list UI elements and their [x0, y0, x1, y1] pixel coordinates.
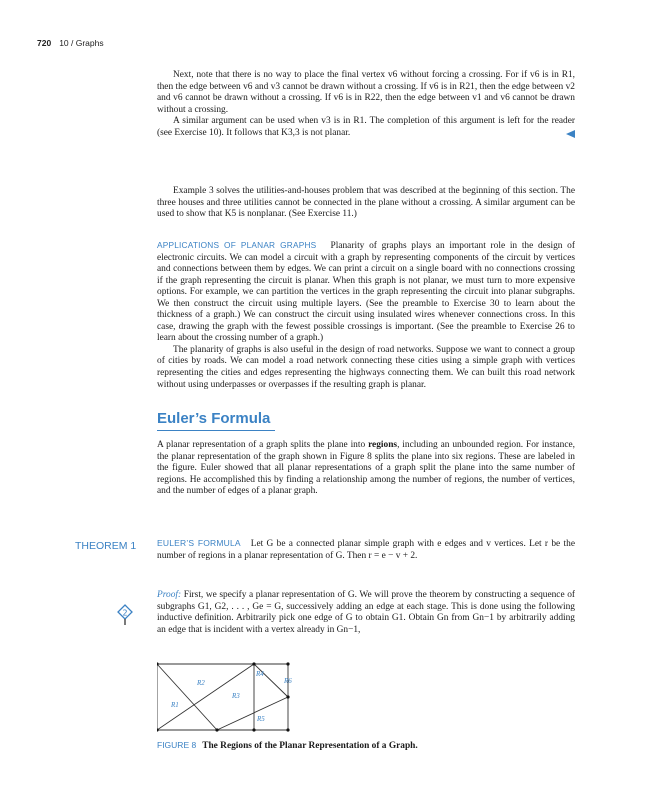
theorem-statement: EULER’S FORMULA Let G be a connected planar simple graph with e edges and v vertices. Let r be the number of regions in a planar representation of G. Then r = e − v + 2. — [157, 538, 575, 561]
region-label-r2: R2 — [197, 679, 205, 687]
vertex — [286, 662, 289, 665]
figure-caption — [157, 740, 418, 751]
region-label-r1: R1 — [171, 701, 179, 709]
vertex — [286, 728, 289, 731]
paragraph-example-3: Example 3 solves the utilities-and-houses problem that was described at the beginning of this section. The three houses and three utilities cannot be connected in the plane without a crossing. A similar argument can be used to show that K5 is nonplanar. (See Exercise 11.) — [157, 186, 575, 220]
proof-paragraph: Proof: First, we specify a planar representation of G. We will prove the theorem by constructing a sequence of subgraphs G1, G2, . . . , Ge = G, successively adding an edge at each stage. This is done using the following inductive definition. Arbitrarily pick one edge of G to obtain G1. Obtain Gn from Gn−1 by arbitrarily adding an edge that is incident with a vertex already in Gn−1, — [157, 590, 576, 635]
running-header — [37, 38, 104, 48]
intro-paragraphs — [157, 70, 575, 139]
running-title: 10 / Graphs — [59, 38, 104, 48]
vertex — [286, 695, 289, 698]
regions-paragraph-block — [157, 440, 575, 498]
page-number: 720 — [37, 38, 52, 48]
edge — [157, 664, 217, 730]
region-label-r4: R4 — [256, 670, 264, 678]
edge — [254, 664, 288, 697]
section-title: Euler’s Formula — [157, 410, 271, 427]
region-label-r6: R6 — [284, 677, 292, 685]
figure-title: The Regions of the Planar Representation of a Graph. — [202, 741, 418, 751]
applications-section — [157, 240, 575, 391]
theorem-name: EULER’S FORMULA — [157, 538, 241, 548]
paragraph-final-vertex: Next, note that there is no way to place the final vertex v6 without forcing a crossing. For if v6 is in R1, then the edge between v6 and v3 cannot be drawn without a crossing. If v6 is in R21, then the edge between v2 and v6 cannot be drawn without a crossing. If v6 is in R22, then the edge between v1 and v6 cannot be drawn without a crossing. — [157, 70, 575, 115]
paragraph-applications: APPLICATIONS OF PLANAR GRAPHS Planarity of graphs plays an important role in the design of electronic circuits. We can model a circuit with a graph by representing components of the circuit by vertices and connections between them by edges. We can print a circuit on a single board with no connections crossing if the graph representing the circuit is planar. When this graph is not planar, we must turn to more expensive options. For example, we can partition the vertices in the graph representing the circuit into planar subgraphs. We then construct the circuit using multiple layers. (See the preamble to Exercise 30 to learn about the thickness of a graph.) We can construct the circuit using insulated wires whenever connections cross. In this case, drawing the graph with the fewest possible crossings is important. (See the preamble to Exercise 26 to learn about the crossing number of a graph.) — [157, 240, 575, 344]
vertex — [252, 728, 255, 731]
applications-heading: APPLICATIONS OF PLANAR GRAPHS — [157, 240, 317, 250]
edge — [217, 697, 288, 730]
figure-8-graph — [157, 660, 317, 732]
theorem-block — [157, 538, 575, 562]
paragraph-similar-argument: A similar argument can be used when v3 is in R1. The completion of this argument is left for the reader (see Exercise 10). It follows that K3,3 is not planar. — [157, 116, 575, 138]
region-label-r3: R3 — [232, 692, 240, 700]
section-title-rule — [157, 430, 275, 431]
paragraph-regions: A planar representation of a graph splits the plane into regions, including an unbounded region. For instance, the planar representation of the graph shown in Figure 8 splits the plane into six regions. These are labeled in the figure. Euler showed that all planar representations of a graph split the plane into the same number of regions. He accomplished this by finding a relationship among the number of regions, the number of vertices, and the number of edges of a planar graph. — [157, 440, 575, 497]
vertex — [252, 662, 255, 665]
end-of-example-marker — [566, 130, 575, 138]
vertex — [215, 728, 218, 731]
region-label-r5: R5 — [257, 715, 265, 723]
proof-word: Proof: — [157, 590, 182, 600]
paragraph-road-networks: The planarity of graphs is also useful in the design of road networks. Suppose we want to connect a group of cities by roads. We can model a road network connecting these cities using a simple graph with vertices representing the cities and edges representing the highways connecting them. We can built this road network without using underpasses or overpasses if the resulting graph is planar. — [157, 344, 575, 390]
figure-label: FIGURE 8 — [157, 740, 197, 750]
links-icon — [116, 604, 134, 626]
regions-term: regions — [368, 440, 398, 450]
svg-text:2: 2 — [122, 608, 128, 618]
example-summary — [157, 186, 575, 221]
theorem-label: THEOREM 1 — [75, 540, 137, 552]
proof-block — [157, 590, 575, 636]
